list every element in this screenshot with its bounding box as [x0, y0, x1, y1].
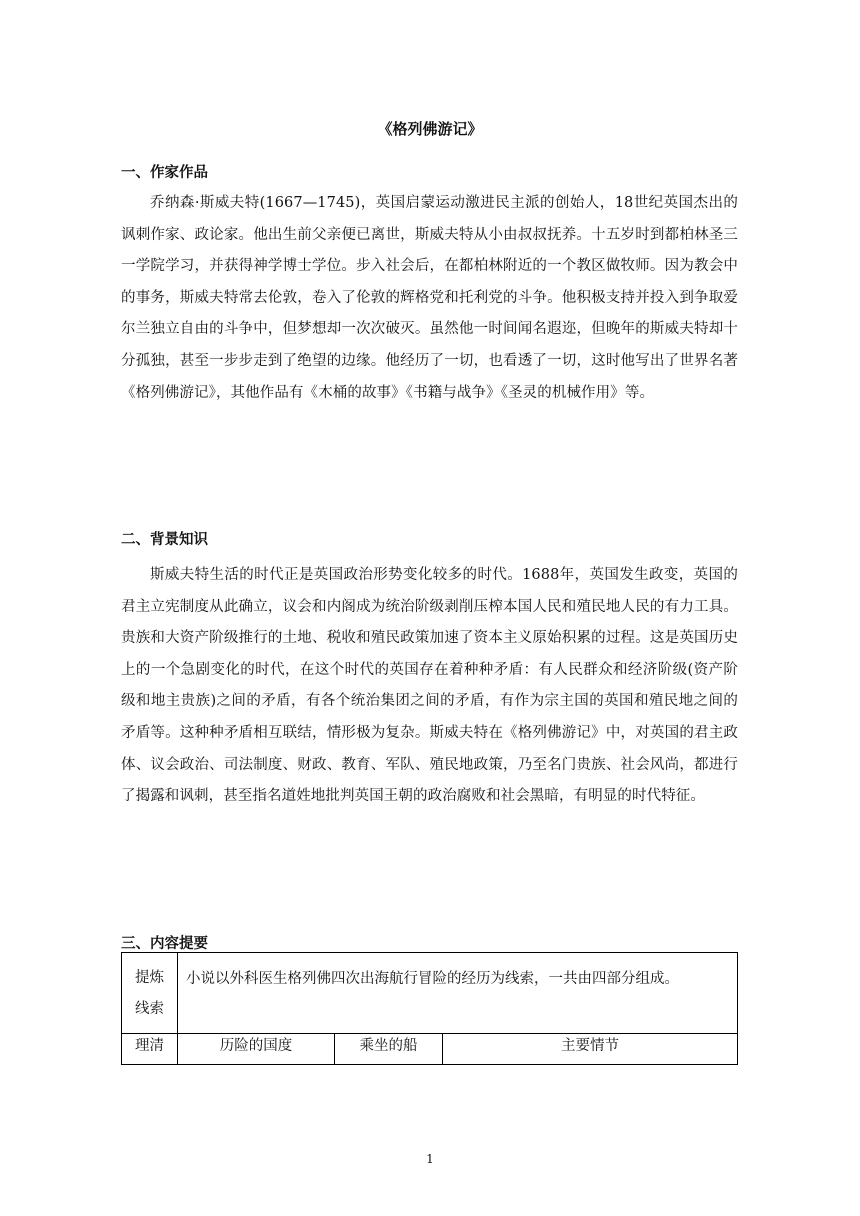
page-number: 1 [426, 1152, 434, 1166]
document-title: 《格列佛游记》 [377, 120, 483, 138]
section-heading-background: 二、背景知识 [121, 532, 208, 548]
table-header-cell: 乘坐的船 [335, 1034, 443, 1065]
author-paragraph: 乔纳森·斯威夫特(1667—1745)，英国启蒙运动激进民主派的创始人，18世纪英国杰出的讽刺作家、政论家。他出生前父亲便已离世，斯威夫特从小由叔叔抚养。十五岁时到都柏林圣三一学院学习，并获得神学博士学位。步入社会后，在都柏林附近的一个教区做牧师。因为教会中的事务，斯威夫特常去伦敦，卷入了伦敦的辉格党和托利党的斗争。他积极支持并投入到争取爱尔兰独立自由的斗争中，但梦想却一次次破灭。虽然他一时间闻名遐迩，但晚年的斯威夫特却十分孤独，甚至一步步走到了绝望的边缘。他经历了一切，也看透了一切，这时他写出了世界名著《格列佛游记》，其他作品有《木桶的故事》《书籍与战争》《圣灵的机械作用》等。 [121, 195, 738, 401]
table-header-cell: 历险的国度 [178, 1034, 335, 1065]
table-header-cell: 主要情节 [443, 1034, 738, 1065]
table-label-cell: 理清 [122, 1034, 178, 1065]
table-content-cell: 小说以外科医生格列佛四次出海航行冒险的经历为线索，一共由四部分组成。 [178, 953, 738, 1034]
table-row [122, 953, 738, 1034]
label-line: 线索 [135, 1001, 164, 1017]
section-heading-author: 一、作家作品 [121, 165, 208, 181]
background-paragraph: 斯威夫特生活的时代正是英国政治形势变化较多的时代。1688年，英国发生政变，英国的君主立宪制度从此确立，议会和内阁成为统治阶级剥削压榨本国人民和殖民地人民的有力工具。贵族和大资产阶级推行的土地、税收和殖民政策加速了资本主义原始积累的过程。这是英国历史上的一个急剧变化的时代，在这个时代的英国存在着种种矛盾：有人民群众和经济阶级(资产阶级和地主贵族)之间的矛盾，有各个统治集团之间的矛盾，有作为宗主国的英国和殖民地之间的矛盾等。这种种矛盾相互联结，情形极为复杂。斯威夫特在《格列佛游记》中，对英国的君主政体、议会政治、司法制度、财政、教育、军队、殖民地政策，乃至名门贵族、社会风尚，都进行了揭露和讽刺，甚至指名道姓地批判英国王朝的政治腐败和社会黑暗，有明显的时代特征。 [121, 567, 738, 805]
summary-table [121, 952, 738, 1065]
section-heading-summary: 三、内容提要 [121, 936, 208, 952]
table-label-cell [122, 953, 178, 1034]
label-line: 提炼 [135, 970, 164, 986]
table-row [122, 1034, 738, 1065]
